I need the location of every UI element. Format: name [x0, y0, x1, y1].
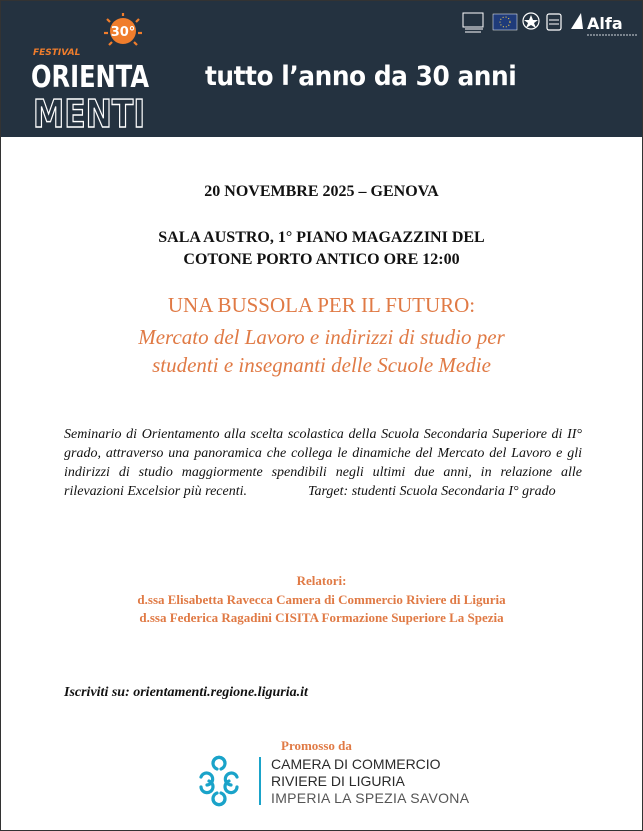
tagline: tutto l’anno da 30 anni	[205, 61, 517, 92]
region-liguria-icon	[547, 14, 561, 30]
subtitle-line-2: studenti e insegnanti delle Scuole Medie	[152, 353, 491, 377]
header-banner	[1, 1, 642, 137]
seminar-description	[64, 425, 582, 501]
chamber-of-commerce-logo-icon	[191, 753, 247, 809]
chamber-of-commerce-name	[271, 756, 469, 807]
logo-word-orienta: ORIENTA	[31, 60, 150, 95]
logo-anniversary: 30°	[110, 25, 136, 40]
promoted-by: Promosso da	[281, 738, 352, 753]
partner-logos	[459, 9, 639, 41]
logo-divider	[259, 757, 261, 805]
partner-logo-1	[463, 13, 483, 32]
speakers-heading: Relatori:	[296, 573, 347, 588]
venue-line-1: SALA AUSTRO, 1° PIANO MAGAZZINI DEL	[158, 229, 485, 246]
eu-flag-icon	[493, 14, 517, 30]
logo-word-menti: MENTI	[33, 92, 145, 136]
alfa-arrow-icon	[571, 13, 583, 29]
event-subtitle	[1, 323, 642, 379]
orientamenti-logo	[31, 13, 151, 136]
event-date: 20 NOVEMBRE 2025 – GENOVA	[204, 183, 439, 200]
org-line-1: CAMERA DI COMMERCIO	[271, 756, 441, 772]
partner-brand: Alfa	[587, 14, 623, 33]
speaker-1: d.ssa Elisabetta Ravecca Camera di Commercio Riviere di Liguria	[137, 592, 506, 607]
republic-emblem-icon	[523, 13, 539, 29]
venue-line-2: COTONE PORTO ANTICO ORE 12:00	[183, 251, 460, 268]
subtitle-line-1: Mercato del Lavoro e indirizzi di studio per	[138, 325, 505, 349]
org-line-3: IMPERIA LA SPEZIA SAVONA	[271, 790, 470, 806]
event-title: UNA BUSSOLA PER IL FUTURO:	[167, 293, 476, 317]
description-text: Seminario di Orientamento alla scelta scolastica della Scuola Secondaria Superiore di II° grado, attraverso una panoramica che collega le dinamiche del Mercato del Lavoro e gli indirizzi di studio maggiormente spendibili negli ultimi due anni, in relazione alle rilevazioni Excelsior più recenti.	[64, 427, 582, 499]
target-audience: Target: studenti Scuola Secondaria I° grado	[308, 484, 556, 499]
logo-festival: FESTIVAL	[33, 48, 81, 58]
org-line-2: RIVIERE DI LIGURIA	[271, 773, 405, 789]
event-venue	[1, 227, 642, 271]
speaker-2: d.ssa Federica Ragadini CISITA Formazione Superiore La Spezia	[139, 610, 504, 625]
signup-link[interactable]: Iscriviti su: orientamenti.regione.liguria.it	[64, 685, 308, 700]
